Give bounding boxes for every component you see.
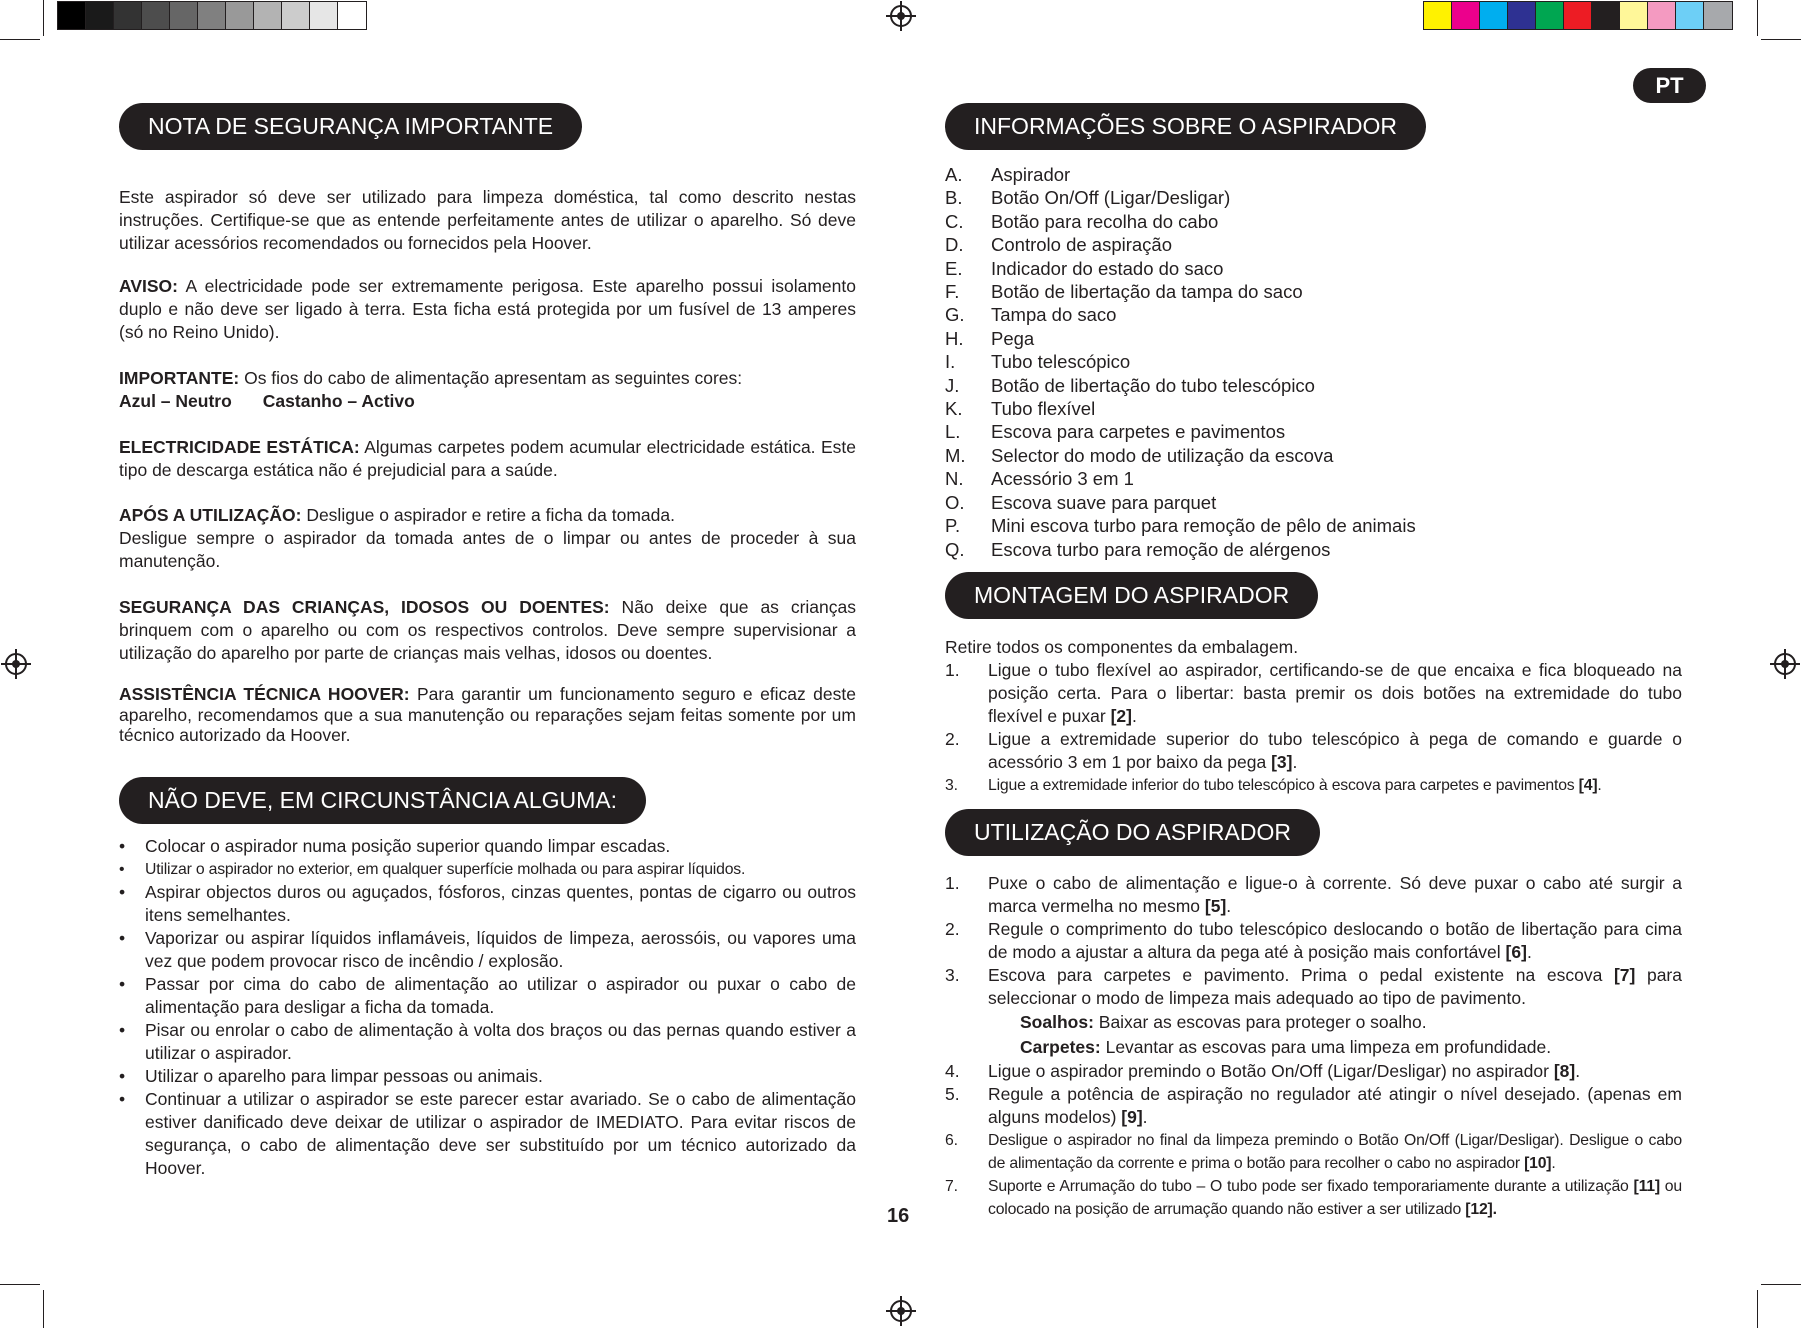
step-end: . (1551, 1155, 1556, 1172)
step-number: 6. (945, 1132, 958, 1149)
part-item (945, 210, 1416, 233)
part-key: E. (945, 257, 963, 279)
part-item (945, 467, 1416, 490)
step-text: Regule o comprimento do tubo telescópico deslocando o botão de libertação para cima de modo a ajustar a altura da pega até à posição mais confortável (988, 919, 1682, 962)
bullet-icon: • (119, 882, 126, 902)
part-key: F. (945, 281, 960, 303)
part-label: Pega (991, 327, 1035, 349)
color-swatch (1480, 2, 1508, 29)
after-use-label: APÓS A UTILIZAÇÃO: (119, 505, 302, 525)
aviso-label: AVISO: (119, 276, 178, 296)
never-item (119, 973, 856, 1019)
step-number: 1. (945, 660, 960, 680)
usage-header: UTILIZAÇÃO DO ASPIRADOR (945, 809, 1320, 856)
step-number: 3. (945, 965, 960, 985)
static-label: ELECTRICIDADE ESTÁTICA: (119, 437, 360, 457)
step-text: Ligue o tubo flexível ao aspirador, certificando-se de que encaixa e fica bloqueado na posição certa. Para o libertar: basta premir os dois botões na extremidade do tubo flexível e puxar (988, 660, 1682, 726)
part-item (945, 491, 1416, 514)
registration-mark-bottom-icon (890, 1300, 912, 1322)
part-item (945, 280, 1416, 303)
step-text-cont: ou colocado na posição de arrumação quando não estiver a ser utilizado (988, 1178, 1682, 1218)
part-label: Selector do modo de utilização da escova (991, 444, 1334, 466)
part-item (945, 327, 1416, 350)
figure-ref: [9] (1121, 1107, 1143, 1127)
part-key: J. (945, 374, 960, 396)
bullet-icon: • (119, 836, 126, 856)
part-key: A. (945, 164, 963, 185)
step-number: 1. (945, 873, 960, 893)
static-text: Algumas carpetes podem acumular electricidade estática. Este tipo de descarga estática não é prejudicial para a saúde. (119, 437, 857, 480)
usage-step (945, 1083, 1682, 1129)
children-text: Não deixe que as crianças brinquem com o aparelho ou com os respectivos controlos. Deve sempre supervisionar a utilização do aparelho por parte de crianças mais velhas, idosos ou doentes. (119, 597, 857, 663)
part-label: Aspirador (991, 164, 1071, 185)
bullet-icon: • (119, 1020, 126, 1040)
part-key: C. (945, 210, 964, 232)
part-label: Controlo de aspiração (991, 234, 1172, 256)
assembly-step (945, 728, 1682, 774)
color-swatch (1424, 2, 1452, 29)
never-item-text: Passar por cima do cabo de alimentação ao utilizar o aspirador ou puxar o cabo de alimentação para desligar a ficha da tomada. (145, 974, 856, 1017)
color-swatch (1704, 2, 1732, 29)
never-item-text: Utilizar o aspirador no exterior, em qualquer superfície molhada ou para aspirar líquidos. (145, 861, 746, 878)
assembly-intro: Retire todos os componentes da embalagem. (945, 637, 1299, 657)
part-item (945, 420, 1416, 443)
language-badge: PT (1633, 68, 1706, 103)
soalhos-label: Soalhos: (1020, 1012, 1094, 1032)
step-end: . (1575, 1061, 1581, 1081)
bullet-icon: • (119, 974, 126, 994)
part-item (945, 257, 1416, 280)
part-label: Tampa do saco (991, 304, 1117, 326)
never-item-text: Colocar o aspirador numa posição superior quando limpar escadas. (145, 836, 671, 856)
part-label: Escova para carpetes e pavimentos (991, 421, 1286, 443)
part-label: Botão para recolha do cabo (991, 210, 1219, 232)
step-number: 4. (945, 1061, 960, 1081)
figure-ref: [6] (1505, 942, 1527, 962)
importante-label: IMPORTANTE: (119, 368, 240, 388)
never-item (119, 1088, 856, 1180)
assembly-step (945, 659, 1682, 728)
step-end: . (1597, 777, 1602, 794)
part-item (945, 186, 1416, 209)
step-end: . (1142, 1107, 1148, 1127)
figure-ref: [8] (1553, 1061, 1576, 1081)
wire-brown: Castanho – Activo (262, 391, 415, 411)
assembly-step (945, 774, 1682, 797)
color-swatch (338, 2, 366, 29)
assembly-header: MONTAGEM DO ASPIRADOR (945, 572, 1318, 619)
page-number: 16 (887, 1205, 910, 1227)
color-swatch (114, 2, 142, 29)
part-key: N. (945, 468, 964, 490)
color-swatch (282, 2, 310, 29)
usage-step (945, 872, 1682, 918)
usage-steps (945, 872, 1682, 1221)
part-item (945, 303, 1416, 326)
color-swatch (310, 2, 338, 29)
registration-mark-right-icon (1774, 653, 1796, 675)
static-paragraph (119, 436, 856, 482)
step-number: 7. (945, 1178, 958, 1195)
never-item (119, 927, 856, 973)
soalhos-text: Baixar as escovas para proteger o soalho. (1093, 1012, 1427, 1032)
usage-step (945, 1060, 1682, 1083)
step-text: Regule a potência de aspiração no regulador até atingir o nível desejado. (apenas em alguns modelos) (988, 1084, 1682, 1127)
parts-list (945, 163, 1416, 561)
registration-mark-top-icon (890, 5, 912, 27)
soalhos-line (945, 1010, 1682, 1035)
part-item (945, 514, 1416, 537)
aviso-paragraph (119, 275, 856, 344)
figure-ref: [5] (1204, 896, 1227, 916)
part-label: Tubo telescópico (991, 351, 1131, 373)
part-key: Q. (945, 538, 965, 560)
never-item-text: Utilizar o aparelho para limpar pessoas ou animais. (145, 1066, 543, 1086)
figure-ref: [7] (1613, 965, 1636, 985)
step-text: Ligue a extremidade superior do tubo telescópico à pega de comando e guarde o acessório 3 em 1 por baixo da pega (988, 729, 1682, 772)
safety-intro: Este aspirador só deve ser utilizado para limpeza doméstica, tal como descrito nestas instruções. Certifique-se que as entende perfeitamente antes de utilizar o aparelho. Só deve utilizar acessórios recomendados ou fornecidos pela Hoover. (119, 187, 856, 253)
carpetes-label: Carpetes: (1020, 1037, 1101, 1057)
part-item (945, 538, 1416, 561)
never-item (119, 858, 856, 881)
color-swatch (198, 2, 226, 29)
figure-ref: [12]. (1465, 1201, 1497, 1218)
color-swatch (1676, 2, 1704, 29)
step-text: Ligue o aspirador premindo o Botão On/Off (Ligar/Desligar) no aspirador (988, 1061, 1554, 1081)
never-item-text: Vaporizar ou aspirar líquidos inflamáveis, líquidos de limpeza, aerossóis, ou vapores uma vez que podem provocar risco de incêndio / explosão. (145, 928, 856, 971)
part-key: M. (945, 444, 966, 466)
importante-text: Os fios do cabo de alimentação apresentam as seguintes cores: (239, 368, 743, 388)
part-key: H. (945, 327, 964, 349)
figure-ref: [4] (1578, 777, 1598, 794)
gray-color-bar (57, 1, 367, 30)
usage-step (945, 1175, 1682, 1221)
part-label: Botão de libertação do tubo telescópico (991, 374, 1315, 396)
safety-header: NOTA DE SEGURANÇA IMPORTANTE (119, 103, 582, 150)
color-swatch (1536, 2, 1564, 29)
step-number: 2. (945, 919, 960, 939)
carpetes-line (945, 1035, 1682, 1060)
never-item (119, 881, 856, 927)
children-label: SEGURANÇA DAS CRIANÇAS, IDOSOS OU DOENTES: (119, 597, 610, 617)
never-item-text: Aspirar objectos duros ou aguçados, fósforos, cinzas quentes, pontas de cigarro ou outros itens semelhantes. (145, 882, 856, 925)
service-label: ASSISTÊNCIA TÉCNICA HOOVER: (119, 684, 410, 704)
part-label: Botão On/Off (Ligar/Desligar) (991, 187, 1231, 209)
after-use-text: Desligue o aspirador e retire a ficha da tomada. (301, 505, 675, 525)
wire-blue: Azul – Neutro (119, 391, 232, 411)
assembly-steps (945, 636, 1682, 797)
part-item (945, 444, 1416, 467)
figure-ref: [3] (1271, 752, 1293, 772)
part-label: Escova turbo para remoção de alérgenos (991, 538, 1331, 560)
part-key: I. (945, 351, 956, 373)
service-paragraph (119, 684, 856, 746)
color-swatch (58, 2, 86, 29)
part-item (945, 397, 1416, 420)
bullet-icon: • (119, 861, 125, 878)
after-use-text-2: Desligue sempre o aspirador da tomada antes de o limpar ou antes de proceder à sua manutenção. (119, 528, 856, 571)
service-text: Para garantir um funcionamento seguro e eficaz deste aparelho, recomendamos que a sua manutenção ou reparações sejam feitas somente por um técnico autorizado da Hoover. (119, 684, 856, 745)
part-item (945, 350, 1416, 373)
color-swatch (1452, 2, 1480, 29)
never-item (119, 835, 856, 858)
bullet-icon: • (119, 928, 126, 948)
part-label: Escova suave para parquet (991, 491, 1217, 513)
wire-colors (119, 390, 415, 413)
color-swatch (1508, 2, 1536, 29)
step-text: Escova para carpetes e pavimento. Prima o pedal existente na escova (988, 965, 1614, 985)
step-end: . (1226, 896, 1232, 916)
usage-step (945, 1129, 1682, 1175)
figure-ref: [11] (1633, 1178, 1660, 1195)
part-key: O. (945, 491, 965, 513)
step-end: . (1131, 706, 1137, 726)
color-swatch (170, 2, 198, 29)
step-text: Suporte e Arrumação do tubo – O tubo pode ser fixado temporariamente durante a utilização (988, 1178, 1634, 1195)
never-item-text: Continuar a utilizar o aspirador se este parecer estar avariado. Se o cabo de alimentação estiver danificado deve deixar de utilizar o aspirador de IMEDIATO. Para evitar riscos de segurança, o cabo de alimentação deve ser substituído por um técnico autorizado da Hoover. (145, 1089, 856, 1178)
color-swatch (254, 2, 282, 29)
aviso-text: A electricidade pode ser extremamente perigosa. Este aparelho possui isolamento duplo e não deve ser ligado à terra. Esta ficha está protegida por um fusível de 13 amperes (só no Reino Unido). (119, 276, 856, 342)
never-list (119, 835, 856, 1180)
part-label: Mini escova turbo para remoção de pêlo de animais (991, 515, 1416, 537)
usage-step (945, 964, 1682, 1010)
color-swatch (1620, 2, 1648, 29)
color-swatch (1564, 2, 1592, 29)
part-key: D. (945, 234, 964, 256)
color-swatch (142, 2, 170, 29)
never-item (119, 1019, 856, 1065)
figure-ref: [2] (1110, 706, 1132, 726)
part-item (945, 233, 1416, 256)
part-key: B. (945, 187, 963, 209)
usage-step (945, 918, 1682, 964)
process-color-bar (1423, 1, 1733, 30)
children-paragraph (119, 596, 856, 665)
part-label: Botão de libertação da tampa do saco (991, 281, 1303, 303)
part-key: P. (945, 515, 961, 537)
info-header: INFORMAÇÕES SOBRE O ASPIRADOR (945, 103, 1426, 150)
step-end: . (1292, 752, 1298, 772)
never-item-text: Pisar ou enrolar o cabo de alimentação à volta dos braços ou das pernas quando estiver a utilizar o aspirador. (145, 1020, 856, 1063)
part-key: G. (945, 304, 965, 326)
after-use-paragraph (119, 504, 856, 573)
part-item (945, 374, 1416, 397)
step-text-cont: para seleccionar o modo de limpeza mais adequado ao tipo de pavimento. (988, 965, 1682, 1008)
color-swatch (1592, 2, 1620, 29)
step-text: Ligue a extremidade inferior do tubo telescópico à escova para carpetes e pavimentos (988, 777, 1579, 794)
color-swatch (1648, 2, 1676, 29)
step-text: Desligue o aspirador no final da limpeza premindo o Botão On/Off (Ligar/Desligar). Desligue o cabo de alimentação da corrente e prima o botão para recolher o cabo no aspirador (988, 1132, 1682, 1172)
part-key: L. (945, 421, 961, 443)
part-item (945, 163, 1416, 186)
bullet-icon: • (119, 1066, 126, 1086)
never-header: NÃO DEVE, EM CIRCUNSTÂNCIA ALGUMA: (119, 777, 646, 824)
step-end: . (1526, 942, 1532, 962)
part-label: Tubo flexível (991, 398, 1096, 420)
never-item (119, 1065, 856, 1088)
color-swatch (86, 2, 114, 29)
registration-mark-left-icon (5, 653, 27, 675)
importante-paragraph (119, 367, 856, 390)
step-text: Puxe o cabo de alimentação e ligue-o à corrente. Só deve puxar o cabo até surgir a marca vermelha no mesmo (988, 873, 1682, 916)
step-number: 5. (945, 1084, 960, 1104)
color-swatch (226, 2, 254, 29)
bullet-icon: • (119, 1089, 126, 1109)
part-key: K. (945, 398, 963, 420)
part-label: Acessório 3 em 1 (991, 468, 1134, 490)
part-label: Indicador do estado do saco (991, 257, 1224, 279)
step-number: 2. (945, 729, 960, 749)
figure-ref: [10] (1524, 1155, 1552, 1172)
carpetes-text: Levantar as escovas para uma limpeza em profundidade. (1100, 1037, 1552, 1057)
step-number: 3. (945, 777, 958, 794)
